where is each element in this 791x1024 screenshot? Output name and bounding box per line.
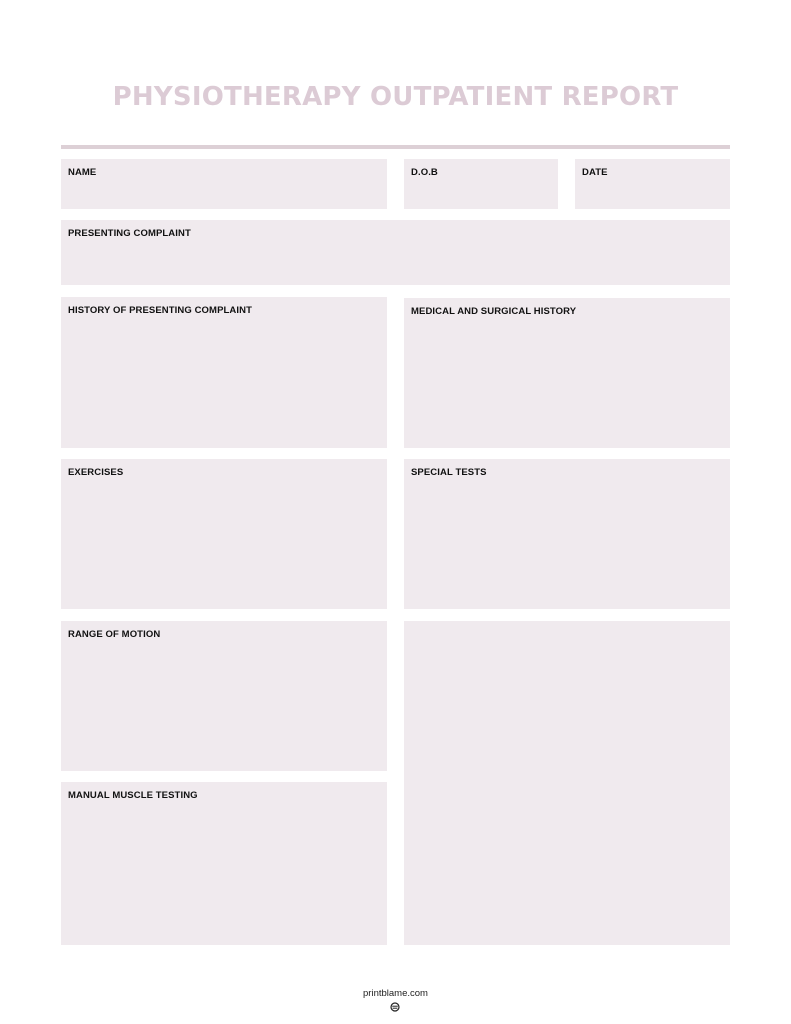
date-label: DATE	[582, 167, 608, 178]
notes-field[interactable]	[404, 621, 730, 945]
page-title: PHYSIOTHERAPY OUTPATIENT REPORT	[112, 82, 679, 112]
date-field[interactable]	[575, 159, 730, 209]
manual-muscle-testing-field[interactable]	[61, 782, 387, 945]
manual-muscle-testing-label: MANUAL MUSCLE TESTING	[68, 790, 198, 801]
dob-field[interactable]	[404, 159, 558, 209]
name-label: NAME	[68, 167, 97, 178]
title-divider	[61, 145, 730, 149]
medical-surgical-history-label: MEDICAL AND SURGICAL HISTORY	[411, 306, 577, 317]
special-tests-field[interactable]	[404, 459, 730, 609]
footer-website[interactable]: printblame.com	[363, 988, 428, 999]
presenting-complaint-field[interactable]	[61, 220, 730, 285]
history-presenting-complaint-field[interactable]	[61, 297, 387, 448]
medical-surgical-history-field[interactable]	[404, 298, 730, 448]
range-of-motion-label: RANGE OF MOTION	[68, 629, 161, 640]
dob-label: D.O.B	[411, 167, 438, 178]
name-field[interactable]	[61, 159, 387, 209]
presenting-complaint-label: PRESENTING COMPLAINT	[68, 228, 191, 239]
exercises-label: EXERCISES	[68, 467, 124, 478]
special-tests-label: SPECIAL TESTS	[411, 467, 487, 478]
exercises-field[interactable]	[61, 459, 387, 609]
range-of-motion-field[interactable]	[61, 621, 387, 771]
printblame-logo-icon	[390, 1002, 400, 1012]
history-presenting-complaint-label: HISTORY OF PRESENTING COMPLAINT	[68, 305, 252, 316]
